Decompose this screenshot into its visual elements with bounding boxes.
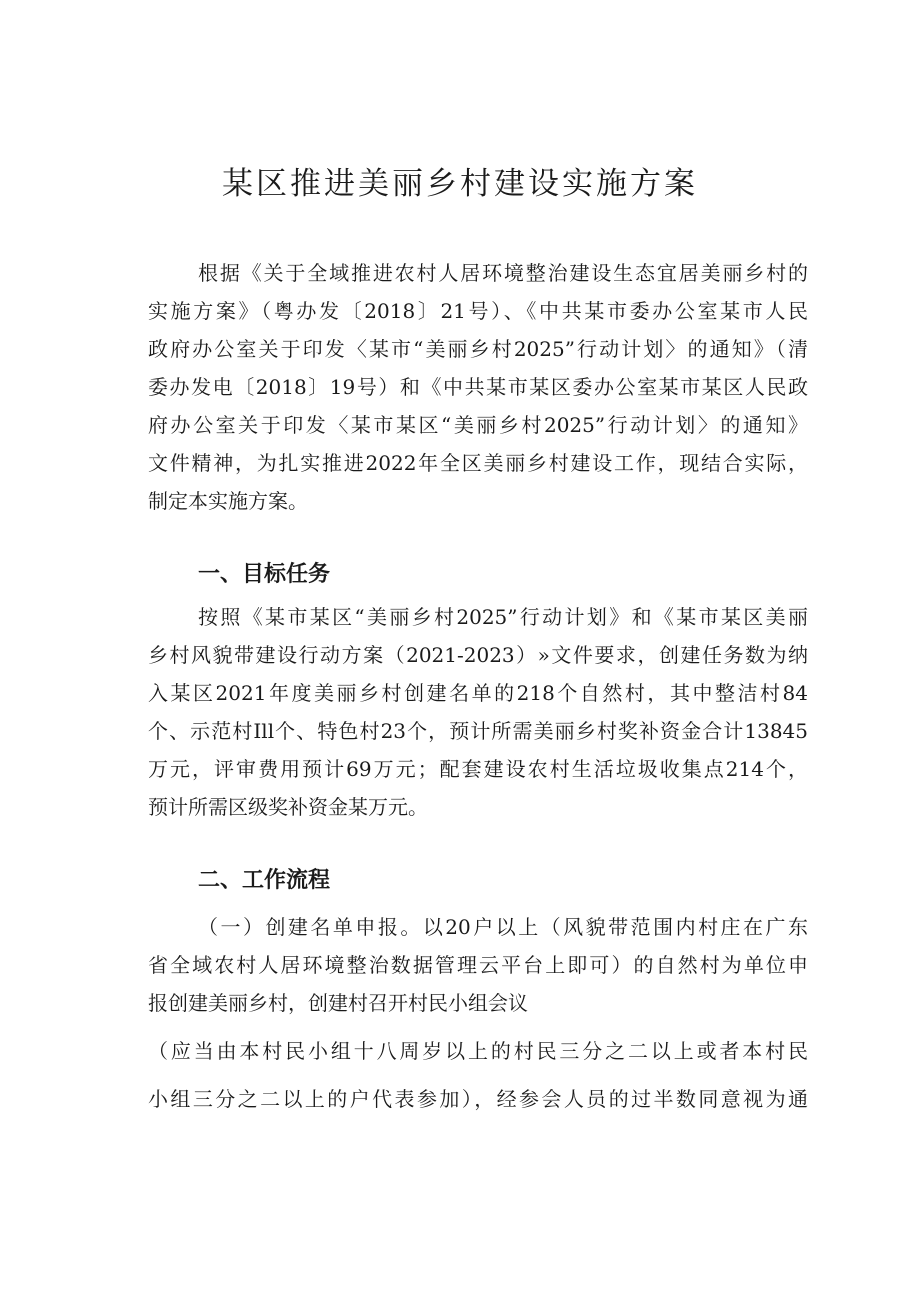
intro-line: 文件精神，为扎实推进2022年全区美丽乡村建设工作，现结合实际， (148, 451, 808, 475)
section-line: （应当由本村民小组十八周岁以上的村民三分之二以上或者本村民 (148, 1039, 808, 1063)
section-heading-workflow: 二、工作流程 (198, 868, 331, 893)
section-line: 小组三分之二以上的户代表参加），经参会人员的过半数同意视为通 (148, 1087, 808, 1111)
section-line: （一）创建名单申报。以20户以上（风貌带范围内村庄在广东 (198, 915, 808, 939)
intro-line: 府办公室关于印发〈某市某区“美丽乡村2025”行动计划〉的通知》 (148, 413, 808, 437)
document-title: 某区推进美丽乡村建设实施方案 (222, 166, 698, 202)
section-line: 入某区2021年度美丽乡村创建名单的218个自然村，其中整洁村84 (148, 681, 808, 705)
intro-line: 实施方案》（粤办发〔2018〕21号）、《中共某市委办公室某市人民 (148, 299, 808, 323)
section-line: 省全域农村人居环境整治数据管理云平台上即可）的自然村为单位申 (148, 953, 808, 977)
intro-line: 制定本实施方案。 (148, 489, 308, 513)
section-line: 个、示范村Ill个、特色村23个，预计所需美丽乡村奖补资金合计13845 (148, 719, 808, 743)
intro-line: 根据《关于全域推进农村人居环境整治建设生态宜居美丽乡村的 (198, 261, 808, 285)
section-line: 报创建美丽乡村，创建村召开村民小组会议 (148, 991, 528, 1015)
section-line: 按照《某市某区“美丽乡村2025”行动计划》和《某市某区美丽 (198, 605, 808, 629)
section-line: 乡村风貌带建设行动方案（2021-2023）»文件要求，创建任务数为纳 (148, 643, 808, 667)
intro-line: 委办发电〔2018〕19号）和《中共某市某区委办公室某市某区人民政 (148, 375, 808, 399)
section-line: 预计所需区级奖补资金某万元。 (148, 795, 428, 819)
section-heading-goals: 一、目标任务 (198, 562, 331, 587)
intro-line: 政府办公室关于印发〈某市“美丽乡村2025”行动计划〉的通知》（清 (148, 337, 808, 361)
section-line: 万元，评审费用预计69万元；配套建设农村生活垃圾收集点214个， (148, 757, 808, 781)
